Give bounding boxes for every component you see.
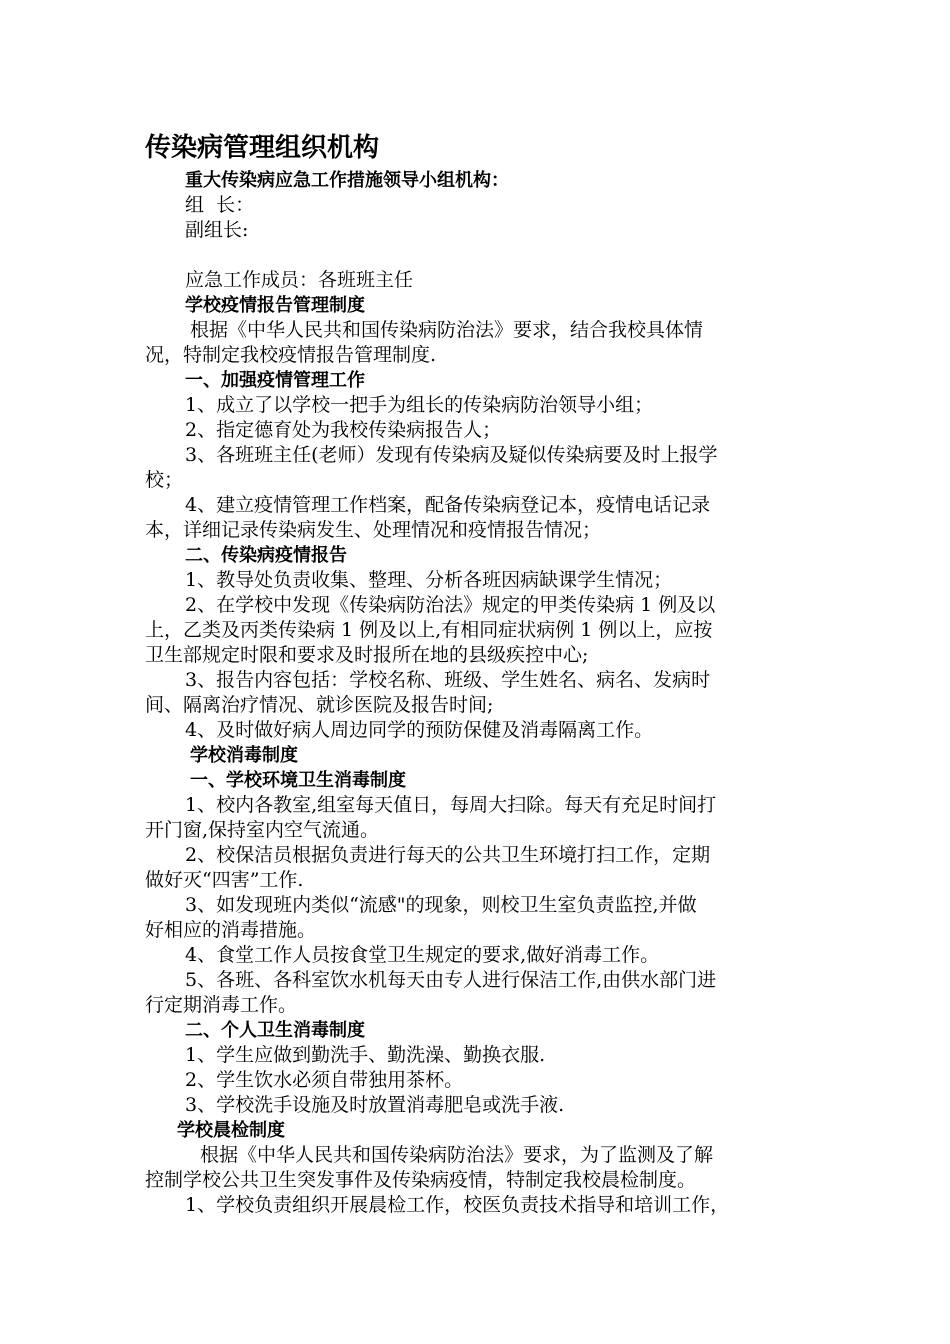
report-item: 本，详细记录传染病发生、处理情况和疫情报告情况；	[145, 519, 602, 541]
report-item: 2、指定德育处为我校传染病报告人；	[185, 419, 502, 441]
disinfection-item: 1、校内各教室,组室每天值日，每周大扫除。每天有充足时间打	[185, 794, 717, 816]
morning-check-item: 1、学校负责组织开展晨检工作，校医负责技术指导和培训工作，	[185, 1194, 730, 1216]
leader-line: 组 长：	[185, 194, 255, 216]
morning-check-intro-line: 根据《中华人民共和国传染病防治法》要求，为了监测及了解	[200, 1144, 714, 1166]
document-page	[145, 128, 810, 1218]
report-item: 4、建立疫情管理工作档案，配备传染病登记本，疫情电话记录	[185, 494, 711, 516]
disinfection-item: 2、学生饮水必须自带独用茶杯。	[185, 1069, 464, 1091]
report-system-heading: 学校疫情报告管理制度	[185, 295, 365, 316]
disinfection-item: 1、学生应做到勤洗手、勤洗澡、勤换衣服.	[185, 1044, 546, 1066]
morning-check-intro-line: 控制学校公共卫生突发事件及传染病疫情，特制定我校晨检制度。	[145, 1169, 697, 1191]
disinfection-item: 开门窗,保持室内空气流通。	[145, 819, 380, 841]
disinfection-item: 3、学校洗手设施及时放置消毒肥皂或洗手液.	[185, 1094, 565, 1116]
report-item: 4、及时做好病人周边同学的预防保健及消毒隔离工作。	[185, 719, 654, 741]
report-item: 卫生部规定时限和要求及时报所在地的县级疾控中心;	[145, 644, 589, 666]
report-section1-heading: 一、加强疫情管理工作	[185, 370, 365, 391]
report-intro-line: 根据《中华人民共和国传染病防治法》要求，结合我校具体情	[190, 319, 704, 341]
disinfection-item: 做好灭“四害”工作.	[145, 869, 304, 891]
morning-check-heading: 学校晨检制度	[177, 1120, 285, 1141]
report-item: 1、成立了以学校一把手为组长的传染病防治领导小组；	[185, 394, 654, 416]
disinfection-item: 5、各班、各科室饮水机每天由专人进行保洁工作,由供水部门进	[185, 969, 717, 991]
report-item: 上，乙类及丙类传染病 1 例及以上,有相同症状病例 1 例以上，应按	[145, 619, 713, 641]
report-intro-line: 况，特制定我校疫情报告管理制度.	[145, 344, 437, 366]
report-item: 2、在学校中发现《传染病防治法》规定的甲类传染病 1 例及以	[185, 594, 716, 616]
blank-line	[145, 243, 810, 268]
document-title: 传染病管理组织机构	[145, 133, 380, 163]
disinfection-section2-heading: 二、个人卫生消毒制度	[185, 1020, 365, 1041]
disinfection-heading: 学校消毒制度	[190, 745, 298, 766]
disinfection-item: 行定期消毒工作。	[145, 994, 298, 1016]
leadership-heading: 重大传染病应急工作措施领导小组机构：	[185, 170, 509, 191]
disinfection-item: 4、食堂工作人员按食堂卫生规定的要求,做好消毒工作。	[185, 944, 660, 966]
report-item: 1、教导处负责收集、整理、分析各班因病缺课学生情况；	[185, 569, 673, 591]
disinfection-item: 3、如发现班内类似“流感"的现象，则校卫生室负责监控,并做	[185, 894, 697, 916]
report-item: 间、隔离治疗情况、就诊医院及报告时间;	[145, 694, 494, 716]
deputy-line: 副组长:	[185, 219, 249, 241]
report-item: 校；	[145, 469, 184, 491]
disinfection-section1-heading: 一、学校环境卫生消毒制度	[190, 770, 406, 791]
members-line: 应急工作成员：各班班主任	[185, 269, 414, 291]
report-item: 3、各班班主任(老师）发现有传染病及疑似传染病要及时上报学	[185, 444, 718, 466]
report-item: 3、报告内容包括：学校名称、班级、学生姓名、病名、发病时	[185, 669, 711, 691]
report-section2-heading: 二、传染病疫情报告	[185, 545, 347, 566]
disinfection-item: 好相应的消毒措施。	[145, 919, 317, 941]
disinfection-item: 2、校保洁员根据负责进行每天的公共卫生环境打扫工作，定期	[185, 844, 711, 866]
